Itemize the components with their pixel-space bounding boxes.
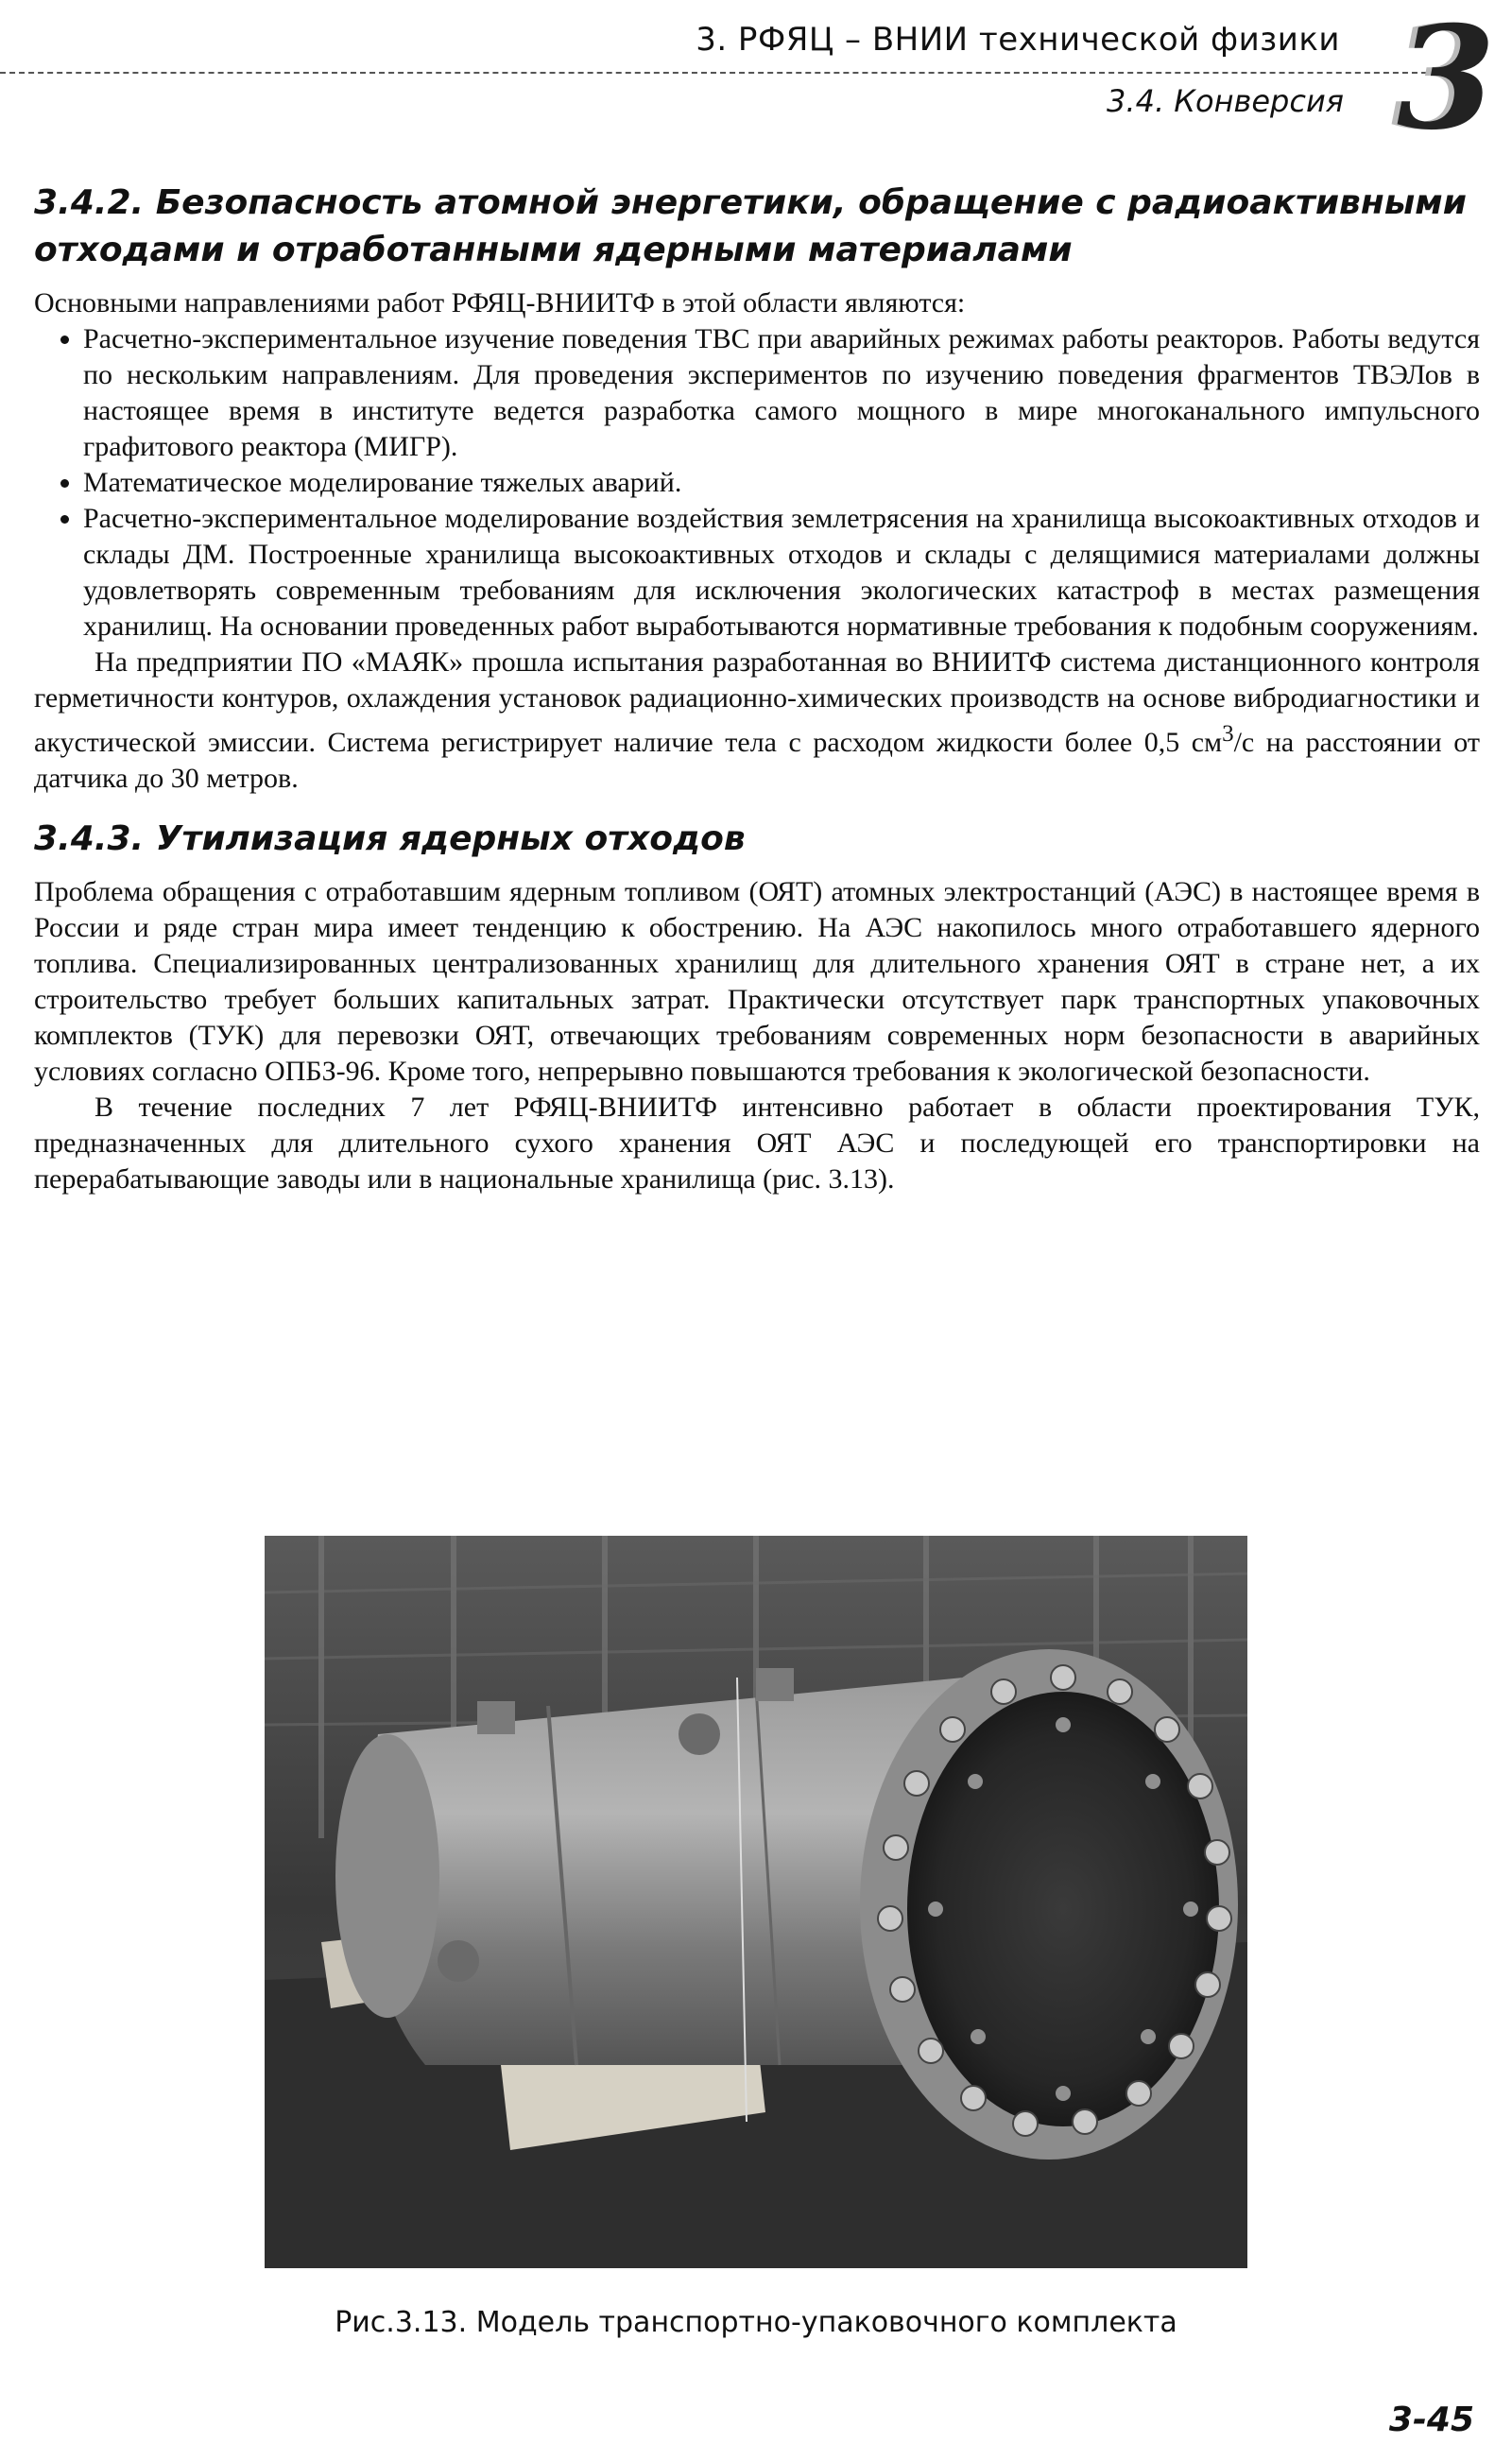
- section-heading-3-4-3: 3.4.3. Утилизация ядерных отходов: [34, 819, 746, 858]
- running-title: 3. РФЯЦ – ВНИИ технической физики: [696, 21, 1340, 59]
- page-number: 3-45: [1388, 2401, 1474, 2439]
- figure-caption: Рис.3.13. Модель транспортно-упаковочного комплекта: [335, 2306, 1177, 2339]
- section-intro: Основными направлениями работ РФЯЦ-ВНИИТФ в этой области являются:: [34, 287, 966, 318]
- list-item: • Математическое моделирование тяжелых аварий.: [83, 465, 1480, 501]
- header-rule: [0, 72, 1427, 74]
- section-heading-3-4-2: 3.4.2. Безопасность атомной энергетики, обращение с радиоактивными отходами и отработанными ядерными материалами: [34, 183, 1467, 269]
- chapter-number-glyph: 3: [1397, 0, 1496, 162]
- body-paragraph: В течение последних 7 лет РФЯЦ-ВНИИТФ интенсивно работает в области проектирования ТУК, предназначенных для длительного сухого хранения ОЯТ АЭС и последующей его транспортировки на перерабатывающие заводы или в национальные хранилища (рис. 3.13).: [34, 1092, 1480, 1195]
- list-item: • Расчетно-экспериментальное изучение поведения ТВС при аварийных режимах работы реакторов. Работы ведутся по нескольким направлениям. Для проведения экспериментов по изучению поведения фрагментов ТВЭЛов в настоящее время в институте ведется разработка самого мощного в мире многоканального импульсного графитового реактора (МИГР).: [83, 321, 1480, 465]
- list-item: • Расчетно-экспериментальное моделирование воздействия землетрясения на хранилища высокоактивных отходов и склады ДМ. Построенные хранилища высокоактивных отходов и склады с делящимися материалами должны удовлетворять современным требованиям для исключения экологических катастроф в местах размещения хранилищ. На основании проведенных работ выработываются нормативные требования к подобным сооружениям.: [83, 501, 1480, 645]
- superscript: 3: [1222, 721, 1234, 747]
- mayak-paragraph: [34, 645, 1480, 797]
- mayak-text: На предприятии ПО «МАЯК» прошла испытания разработанная во ВНИИТФ система дистанционного контроля герметичности контуров, охлаждения установок радиационно-химических производств на основе вибродиагностики и акустической эмиссии. Система регистрирует наличие тела с расходом жидкости более 0,5 см: [34, 646, 1480, 758]
- page-content: [34, 180, 1480, 1197]
- mayak-text-end: /с на расстоянии от датчика до 30 метров.: [34, 727, 1480, 794]
- body-paragraph: Проблема обращения с отработавшим ядерным топливом (ОЯТ) атомных электростанций (АЭС) в настоящее время в России и ряде стран мира имеет тенденцию к обострению. На АЭС накопилось много отработавшего ядерного топлива. Специализированных централизованных хранилищ для длительного хранения ОЯТ в стране нет, а их строительство требует больших капитальных затрат. Практически отсутствует парк транспортных упаковочных комплектов (ТУК) для перевозки ОЯТ, отвечающих требованиям современных норм безопасности в аварийных условиях согласно ОПБЗ-96. Кроме того, непрерывно повышаются требования к экологической безопасности.: [34, 876, 1480, 1087]
- transport-container-photo: [265, 1536, 1247, 2268]
- running-subtitle: 3.4. Конверсия: [1107, 83, 1344, 119]
- directions-list: [34, 321, 1480, 645]
- figure-photo: [265, 1536, 1247, 2268]
